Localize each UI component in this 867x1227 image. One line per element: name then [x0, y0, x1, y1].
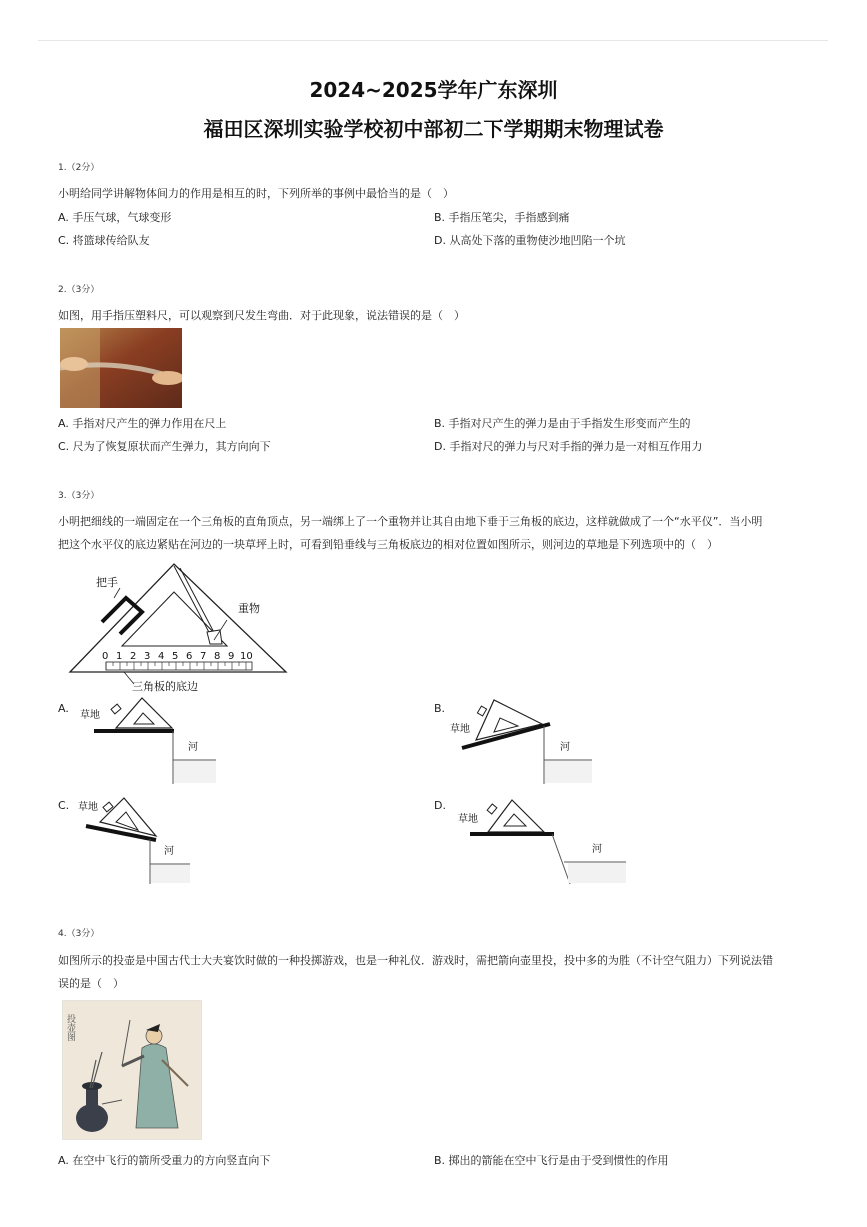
scale-label-6: 6	[186, 651, 193, 662]
q2-option-d[interactable]: D. 手指对尺的弹力与尺对手指的弹力是一对相互作用力	[434, 440, 703, 453]
scale-label-8: 8	[214, 651, 221, 662]
q4-text-line2: 误的是（ ）	[58, 977, 124, 990]
q3-text-line1: 小明把细线的一端固定在一个三角板的直角顶点，另一端绑上了一个重物并让其自由地下垂于三角板的底边，这样就做成了一个“水平仪”．当小明	[58, 515, 763, 528]
q2-head: 2.（3分）	[58, 285, 100, 295]
q1-option-b[interactable]: B. 手指压笔尖，手指感到痛	[434, 211, 570, 224]
option-b-river-label: 河	[560, 742, 570, 753]
touhu-painting	[62, 1000, 202, 1140]
q3-head: 3.（3分）	[58, 491, 100, 501]
ruler-photo	[60, 328, 182, 408]
q2-option-a[interactable]: A. 手指对尺产生的弹力作用在尺上	[58, 417, 227, 430]
scale-label-10: 10	[240, 651, 253, 662]
q2-text: 如图，用手指压塑料尺，可以观察到尺发生弯曲．对于此现象，说法错误的是（ ）	[58, 309, 465, 322]
q1-option-a[interactable]: A. 手压气球，气球变形	[58, 211, 172, 224]
page-title-line1: 2024~2025学年广东深圳	[309, 78, 558, 102]
option-a-grass-label: 草地	[80, 710, 100, 721]
q1-head: 1.（2分）	[58, 163, 100, 173]
q1-option-c[interactable]: C. 将篮球传给队友	[58, 234, 150, 247]
q2-option-b[interactable]: B. 手指对尺产生的弹力是由于手指发生形变而产生的	[434, 417, 691, 430]
option-b-figure	[450, 690, 610, 790]
q3-option-d[interactable]: D.	[434, 799, 446, 812]
scale-label-1: 1	[116, 651, 123, 662]
scale-label-4: 4	[158, 651, 165, 662]
option-d-figure	[456, 792, 636, 890]
label-weight: 重物	[238, 602, 260, 615]
option-c-grass-label: 草地	[78, 802, 98, 813]
q3-option-a[interactable]: A.	[58, 702, 69, 715]
scale-label-9: 9	[228, 651, 235, 662]
option-a-figure	[76, 694, 236, 789]
level-instrument-figure	[62, 560, 302, 700]
q4-head: 4.（3分）	[58, 929, 100, 939]
q3-text-line2: 把这个水平仪的底边紧贴在河边的一块草坪上时，可看到铅垂线与三角板底边的相对位置如图所示，则河边的草地是下列选项中的（ ）	[58, 538, 718, 551]
q4-text-line1: 如图所示的投壶是中国古代士大夫宴饮时做的一种投掷游戏，也是一种礼仪．游戏时，需把箭向壶里投，投中多的为胜（不计空气阻力）下列说法错	[58, 954, 773, 967]
q1-option-d[interactable]: D. 从高处下落的重物使沙地凹陷一个坑	[434, 234, 626, 247]
option-c-river-label: 河	[164, 846, 174, 857]
q3-option-b[interactable]: B.	[434, 702, 446, 715]
scale-label-0: 0	[102, 651, 109, 662]
scale-label-2: 2	[130, 651, 137, 662]
q1-text: 小明给同学讲解物体间力的作用是相互的时，下列所举的事例中最恰当的是（ ）	[58, 187, 454, 200]
option-a-river-label: 河	[188, 742, 198, 753]
option-c-figure	[76, 792, 226, 890]
label-handle: 把手	[96, 576, 118, 589]
option-b-grass-label: 草地	[450, 724, 470, 735]
option-d-grass-label: 草地	[458, 814, 478, 825]
scale-label-3: 3	[144, 651, 151, 662]
page-title-line2: 福田区深圳实验学校初中部初二下学期期末物理试卷	[203, 117, 664, 141]
q4-option-b[interactable]: B. 掷出的箭能在空中飞行是由于受到惯性的作用	[434, 1154, 669, 1167]
seal-text: 投壶图	[65, 1014, 75, 1041]
scale-label-7: 7	[200, 651, 207, 662]
label-base: 三角板的底边	[132, 680, 198, 693]
q4-option-a[interactable]: A. 在空中飞行的箭所受重力的方向竖直向下	[58, 1154, 271, 1167]
option-d-river-label: 河	[592, 844, 602, 855]
top-divider	[38, 40, 828, 41]
q3-option-c[interactable]: C.	[58, 799, 70, 812]
q2-option-c[interactable]: C. 尺为了恢复原状而产生弹力，其方向向下	[58, 440, 271, 453]
scale-label-5: 5	[172, 651, 179, 662]
